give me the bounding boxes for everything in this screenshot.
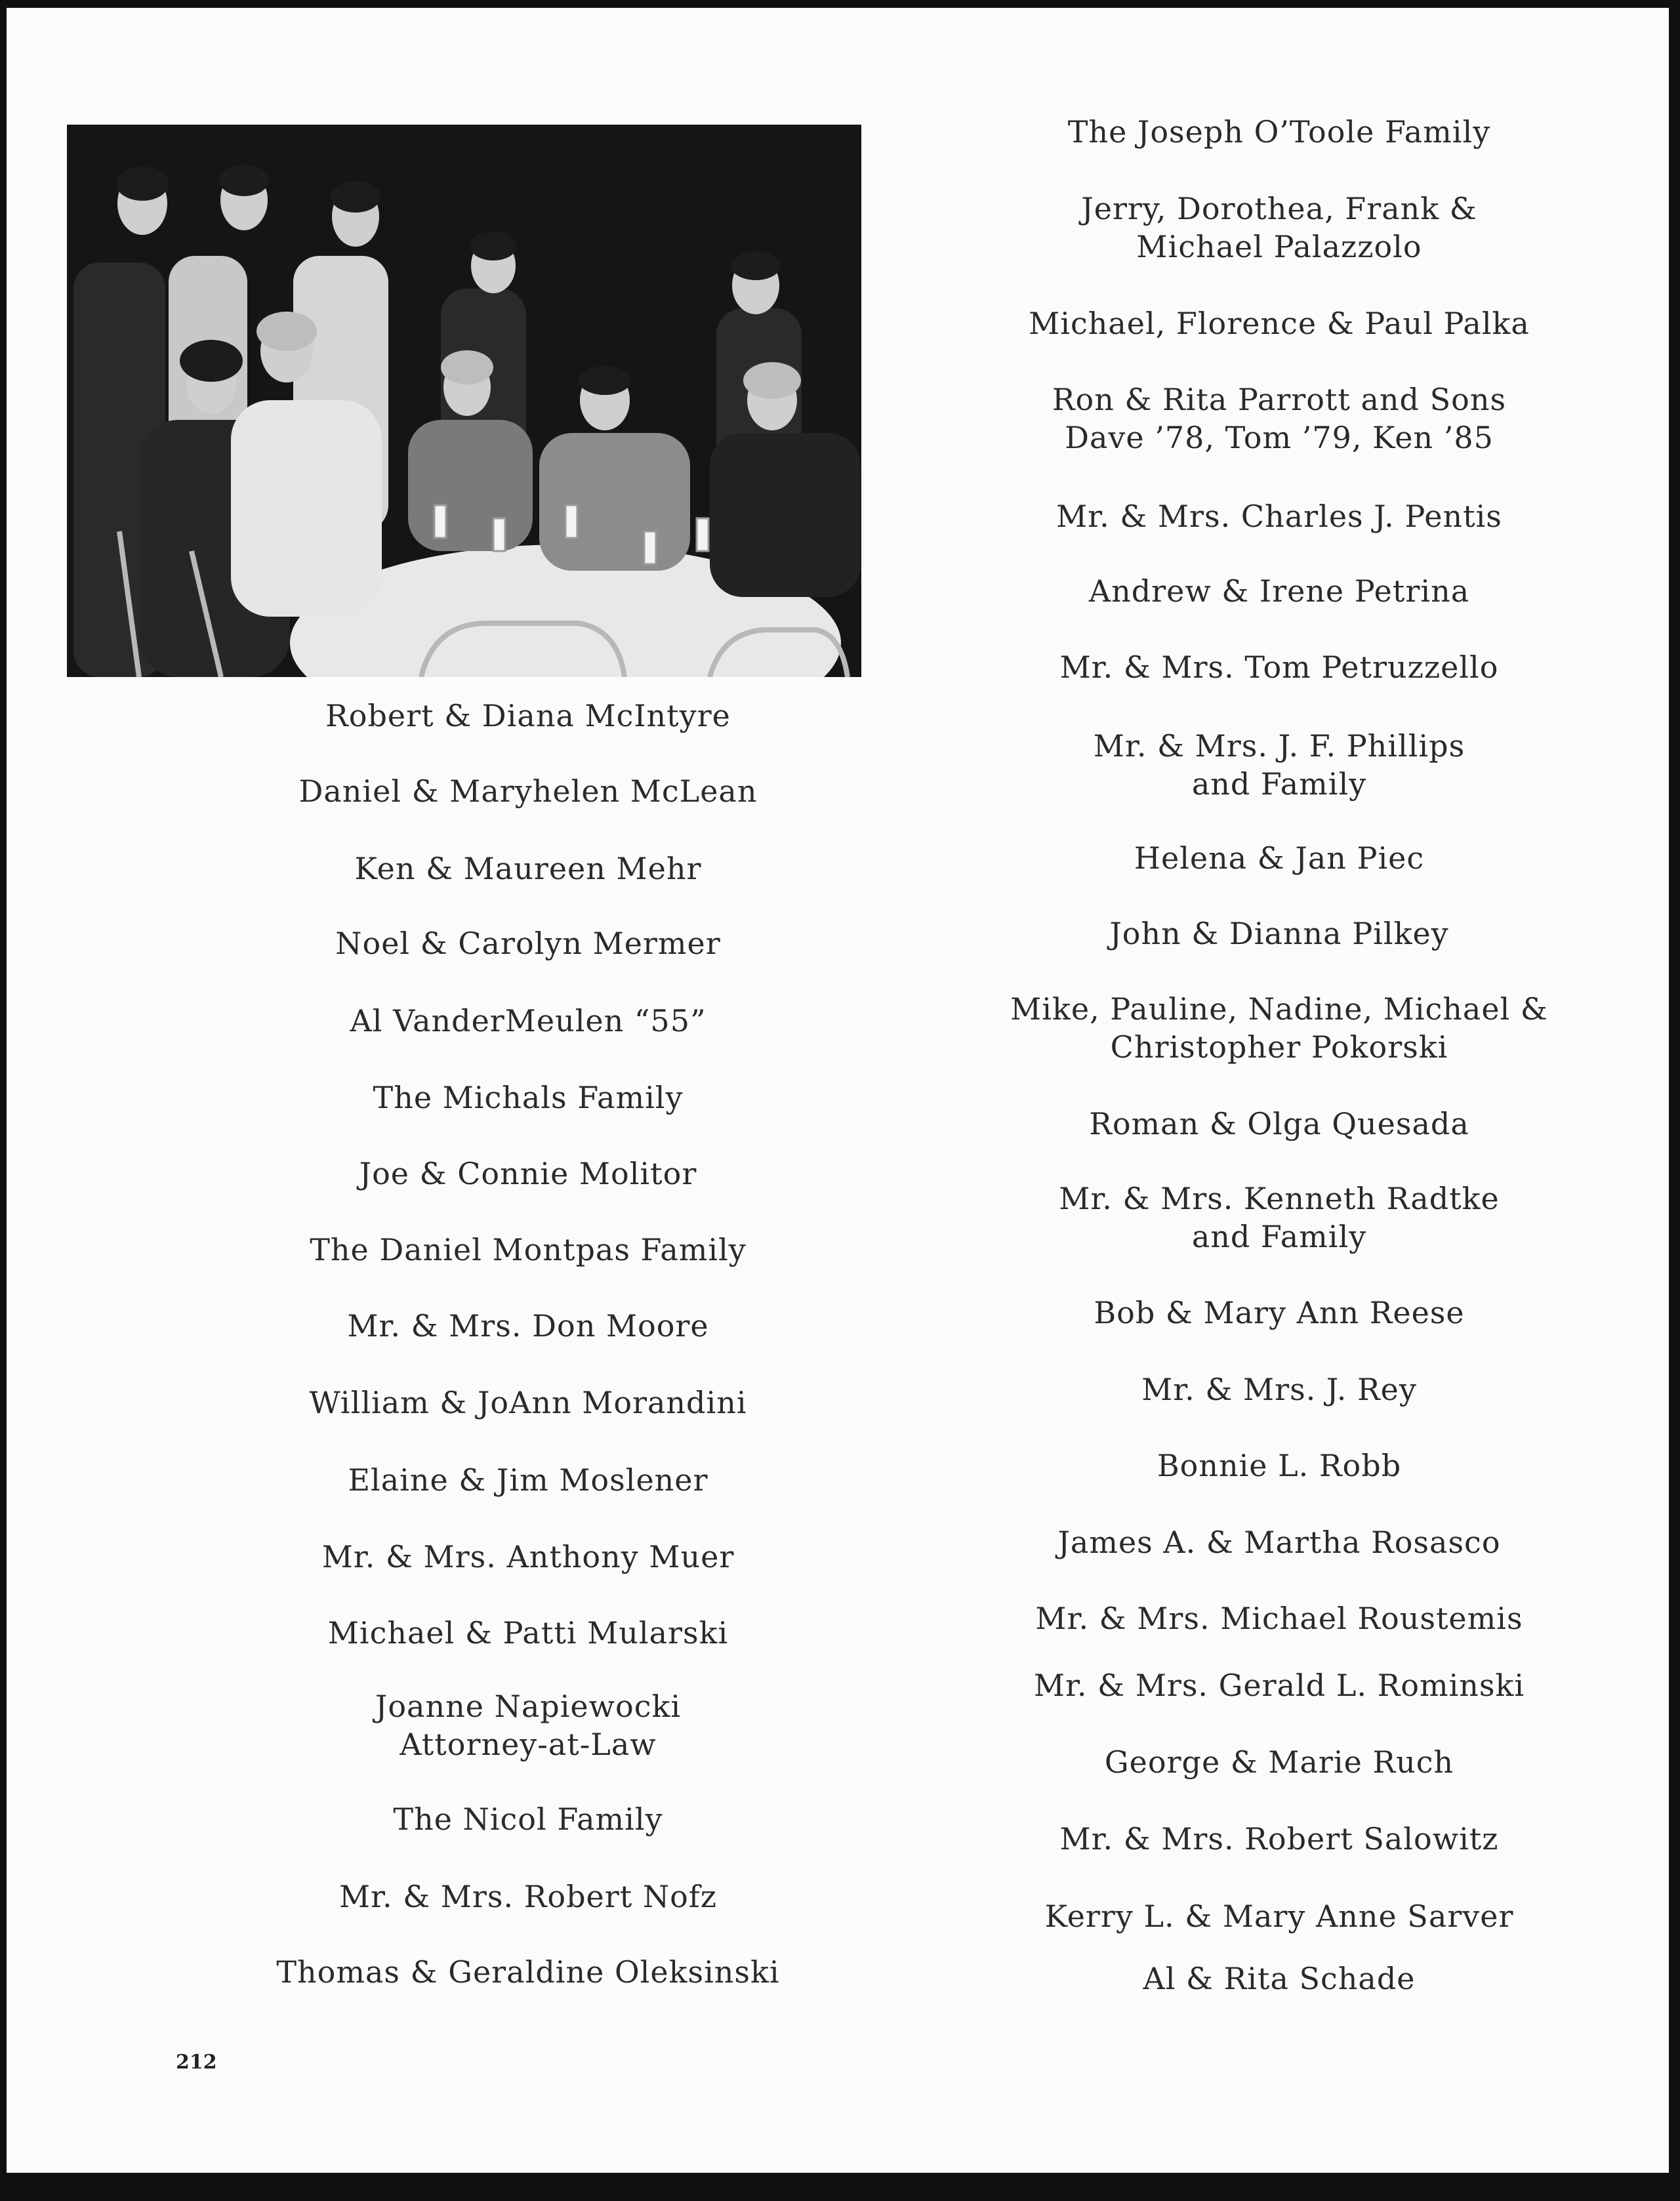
list-item: Al VanderMeulen “55” — [350, 1003, 707, 1039]
list-item: Mr. & Mrs. Michael Roustemis — [1035, 1601, 1523, 1636]
list-item: Michael, Florence & Paul Palka — [1029, 306, 1530, 341]
list-item: Thomas & Geraldine Oleksinski — [276, 1954, 780, 1990]
list-item: Ken & Maureen Mehr — [354, 851, 702, 886]
list-item: George & Marie Ruch — [1104, 1744, 1454, 1780]
list-item: Mr. & Mrs. Tom Petruzzello — [1059, 649, 1499, 685]
list-item: Mr. & Mrs. Robert Salowitz — [1059, 1821, 1499, 1857]
list-item: Helena & Jan Piec — [1134, 840, 1425, 876]
list-item: Noel & Carolyn Mermer — [335, 926, 721, 961]
list-item: Mr. & Mrs. J. Rey — [1141, 1372, 1417, 1407]
list-item: Mr. & Mrs. J. F. Phillips and Family — [1093, 728, 1465, 802]
list-item: Jerry, Dorothea, Frank & Michael Palazzolo — [1081, 191, 1477, 264]
list-item: Joanne Napiewocki Attorney-at-Law — [375, 1689, 682, 1762]
list-item: James A. & Martha Rosasco — [1057, 1525, 1501, 1560]
list-item: William & JoAnn Morandini — [309, 1385, 747, 1420]
group-photo — [67, 125, 861, 677]
list-item: The Daniel Montpas Family — [310, 1232, 747, 1267]
list-item: Mr. & Mrs. Don Moore — [347, 1308, 709, 1344]
list-item: Kerry L. & Mary Anne Sarver — [1044, 1899, 1514, 1934]
list-item: Mr. & Mrs. Gerald L. Rominski — [1033, 1668, 1525, 1703]
list-item: Mike, Pauline, Nadine, Michael & Christopher Pokorski — [1010, 991, 1548, 1065]
list-item: Daniel & Maryhelen McLean — [298, 773, 758, 809]
list-item: Elaine & Jim Moslener — [348, 1462, 708, 1498]
left-column-list — [216, 697, 840, 2035]
list-item: Roman & Olga Quesada — [1089, 1106, 1469, 1142]
list-item: Mr. & Mrs. Anthony Muer — [321, 1539, 735, 1574]
list-item: Ron & Rita Parrott and Sons Dave ’78, Tom ’79, Ken ’85 — [1052, 382, 1507, 455]
list-item: Bonnie L. Robb — [1157, 1448, 1402, 1483]
group-photo-image — [67, 125, 861, 677]
list-item: Mr. & Mrs. Kenneth Radtke and Family — [1059, 1181, 1500, 1254]
list-item: Mr. & Mrs. Charles J. Pentis — [1056, 499, 1502, 534]
list-item: Andrew & Irene Petrina — [1088, 573, 1470, 609]
list-item: The Nicol Family — [393, 1801, 663, 1837]
list-item: Bob & Mary Ann Reese — [1094, 1295, 1465, 1330]
list-item: Michael & Patti Mularski — [327, 1615, 729, 1651]
list-item: The Joseph O’Toole Family — [1067, 114, 1491, 150]
list-item: Al & Rita Schade — [1143, 1961, 1416, 1996]
list-item: Robert & Diana McIntyre — [325, 698, 731, 733]
list-item: Mr. & Mrs. Robert Nofz — [338, 1879, 718, 1914]
document-page — [7, 8, 1669, 2173]
list-item: The Michals Family — [373, 1080, 684, 1115]
list-item: Joe & Connie Molitor — [359, 1156, 697, 1191]
list-item: John & Dianna Pilkey — [1109, 916, 1449, 951]
right-column-list — [945, 113, 1614, 2028]
page-number: 212 — [176, 2051, 217, 2074]
